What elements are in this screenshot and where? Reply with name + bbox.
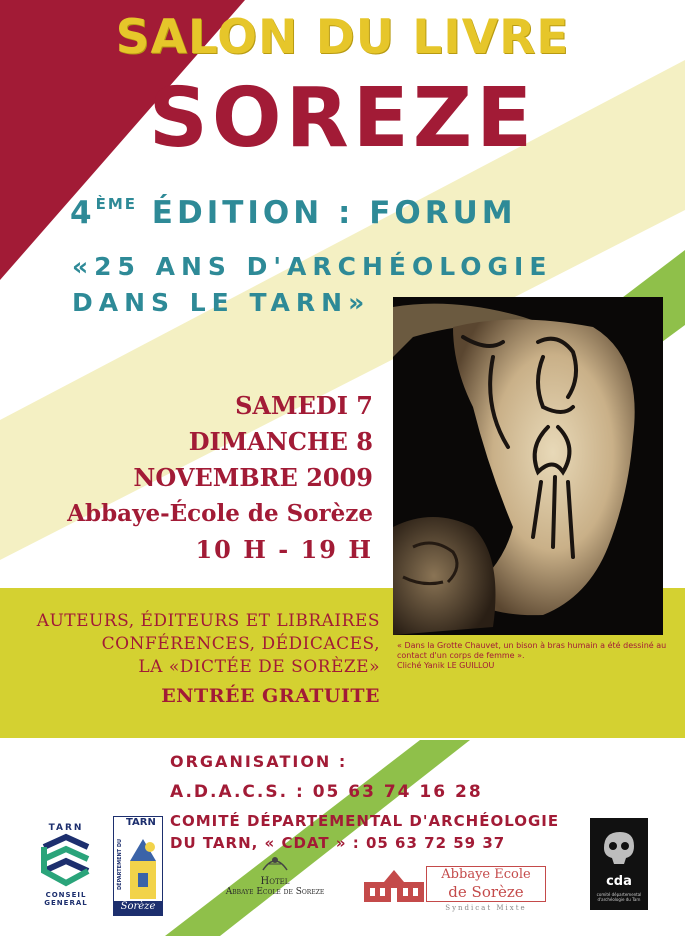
edition-superscript: ÈME [95,195,137,213]
program-line1: AUTEURS, ÉDITEURS ET LIBRAIRES [36,611,380,631]
entry-free: ENTRÉE GRATUITE [161,685,380,707]
organisation-adacs: A.D.A.C.S. : 05 63 74 16 28 [170,782,483,802]
tarn-conseil-general-logo [36,823,96,913]
abbaye-ecole-logo [364,866,548,916]
schedule-day2: DIMANCHE 8 [188,427,373,456]
forum-theme-line1: «25 ANS D'ARCHÉOLOGIE [72,252,553,281]
schedule-month: NOVEMBRE 2009 [133,463,373,492]
title-soreze: SOREZE [148,71,537,166]
edition-heading [70,195,517,231]
cda-logo-full: comité départemental d'archéologie du Tarn [596,892,642,902]
departement-soreze-logo [113,816,163,916]
dept-logo-soreze: Sorèze [114,901,162,915]
program-line2: CONFÉRENCES, DÉDICACES, [101,634,380,654]
title-salon-du-livre: SALON DU LIVRE [115,10,570,65]
cave-painting-photo [393,297,663,635]
photo-caption-text: « Dans la Grotte Chauvet, un bison à bras humain a été dessiné au contact d'un corps de femme ». [397,641,667,660]
organisation-cdat-line1: COMITÉ DÉPARTEMENTAL D'ARCHÉOLOGIE [170,812,560,830]
abbaye-logo-box [426,866,546,902]
hotel-logo-line2: Abbaye Ecole de Soreze [225,887,325,897]
schedule-block [67,388,373,568]
schedule-day1: SAMEDI 7 [235,391,373,420]
forum-theme-line2: DANS LE TARN» [72,288,371,317]
photo-caption [397,641,667,671]
abbaye-logo-line2: de Sorèze [448,883,524,901]
organisation-cdat-line2: DU TARN, « CDAT » : 05 63 72 59 37 [170,834,506,852]
cda-skull-icon [598,826,640,868]
dept-logo-vertical: DÉPARTEMENT DU [117,838,123,890]
edition-number: 4 [70,195,96,231]
hotel-crest-icon [255,850,295,872]
program-line3: LA «DICTÉE DE SORÈZE» [138,657,380,677]
tarn-knot-icon [36,833,96,887]
photo-credit: Cliché Yanik LE GUILLOU [397,661,495,670]
dept-logo-tarn: TARN [126,817,156,828]
organisation-heading: ORGANISATION : [170,752,348,771]
abbaye-building-icon [364,868,424,902]
cave-painting-image [393,297,663,635]
abbaye-logo-line1: Abbaye Ecole [441,867,531,882]
program-text [0,610,380,708]
tarn-logo-bottom2: GENERAL [44,899,88,907]
schedule-hours: 10 H - 19 H [195,535,373,564]
tarn-logo-bottom1: CONSEIL [45,891,87,899]
tarn-logo-top: TARN [48,823,84,833]
edition-forum: ÉDITION : FORUM [137,195,517,231]
abbaye-logo-line3: Syndicat Mixte [445,904,527,912]
cda-logo [590,818,648,910]
schedule-venue: Abbaye-École de Sorèze [67,500,373,527]
church-tower-icon [126,833,160,899]
cda-logo-short: cda [606,874,632,889]
hotel-abbaye-logo [205,850,345,898]
hotel-logo-line1: Hotel [260,876,290,887]
